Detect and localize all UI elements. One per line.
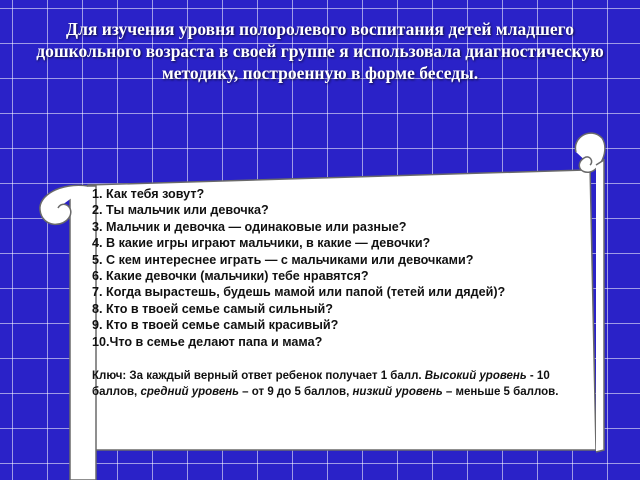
scroll-content [92, 186, 592, 400]
key-text: - 10 баллов, [92, 370, 550, 399]
slide-title: Для изучения уровня полоролевого воспитания детей младшего дошкольного возраста в своей группе я использовала диагностическую методику, построенную в форме беседы. [36, 19, 604, 83]
key-text: – меньше 5 баллов. [442, 386, 559, 399]
list-item: 1. Как тебя зовут? [92, 187, 205, 201]
list-item: 4. В какие игры играют мальчики, в какие — девочки? [92, 236, 431, 251]
list-item: 6. Какие девочки (мальчики) тебе нравятся? [92, 269, 369, 284]
key-text: – от 9 до 5 баллов, [238, 386, 353, 399]
list-item: 2. Ты мальчик или девочка? [92, 203, 269, 218]
list-item: 7. Когда вырастешь, будешь мамой или папой (тетей или дядей)? [92, 285, 506, 300]
list-item: 8. Кто в твоей семье самый сильный? [92, 301, 333, 316]
key-low-level: низкий уровень [352, 386, 443, 399]
question-list [92, 186, 592, 350]
key-text: : За каждый верный ответ ребенок получает 1 балл. [122, 370, 425, 383]
key-mid-level: средний уровень [140, 386, 239, 399]
list-item: 9. Кто в твоей семье самый красивый? [92, 318, 339, 333]
list-item: 5. С кем интереснее играть — с мальчиками или девочками? [92, 252, 474, 267]
key-label: Ключ [92, 370, 123, 383]
scroll-right-edge [596, 160, 604, 452]
scoring-key [92, 368, 592, 400]
key-high-level: Высокий уровень [424, 370, 527, 383]
list-item: 3. Мальчик и девочка — одинаковые или разные? [92, 219, 407, 234]
list-item: 10.Что в семье делают папа и мама? [92, 334, 323, 349]
